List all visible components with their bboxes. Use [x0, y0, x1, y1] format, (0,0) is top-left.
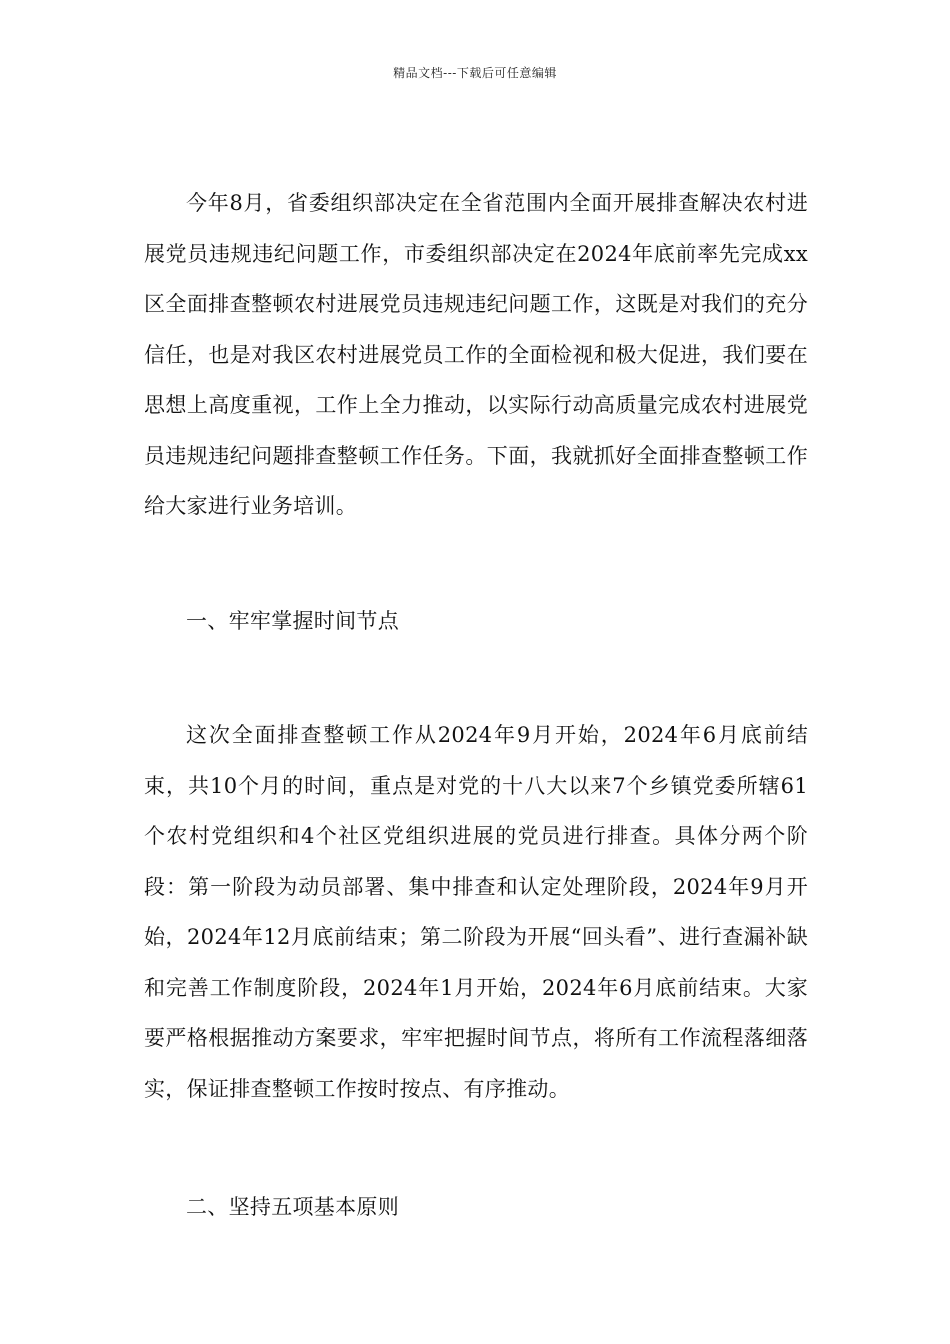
document-body [144, 178, 808, 1233]
page-header: 精品文档---下载后可任意编辑 [393, 66, 557, 80]
section-1-heading: 一、牢牢掌握时间节点 [186, 608, 399, 633]
section-2-heading: 二、坚持五项基本原则 [186, 1195, 399, 1219]
section-1-paragraph: 这次全面排查整顿工作从2024年9月开始，2024年6月底前结束，共10个月的时间，重点是对党的十八大以来7个乡镇党委所辖61个农村党组织和4个社区党组织进展的党员进行排查。具体分两个阶段：第一阶段为动员部署、集中排查和认定处理阶段，2024年9月开始，2024年12月底前结束；第二阶段为开展“回头看”、进行查漏补缺和完善工作制度阶段，2024年1月开始，2024年6月底前结束。大家要严格根据推动方案要求，牢牢把握时间节点，将所有工作流程落细落实，保证排查整顿工作按时按点、有序推动。 [144, 723, 808, 1101]
intro-paragraph: 今年8月，省委组织部决定在全省范围内全面开展排查解决农村进展党员违规违纪问题工作，市委组织部决定在2024年底前率先完成xx区全面排查整顿农村进展党员违规违纪问题工作，这既是对我们的充分信任，也是对我区农村进展党员工作的全面检视和极大促进，我们要在思想上高度重视，工作上全力推动，以实际行动高质量完成农村进展党员违规违纪问题排查整顿工作任务。下面，我就抓好全面排查整顿工作给大家进行业务培训。 [144, 191, 808, 518]
